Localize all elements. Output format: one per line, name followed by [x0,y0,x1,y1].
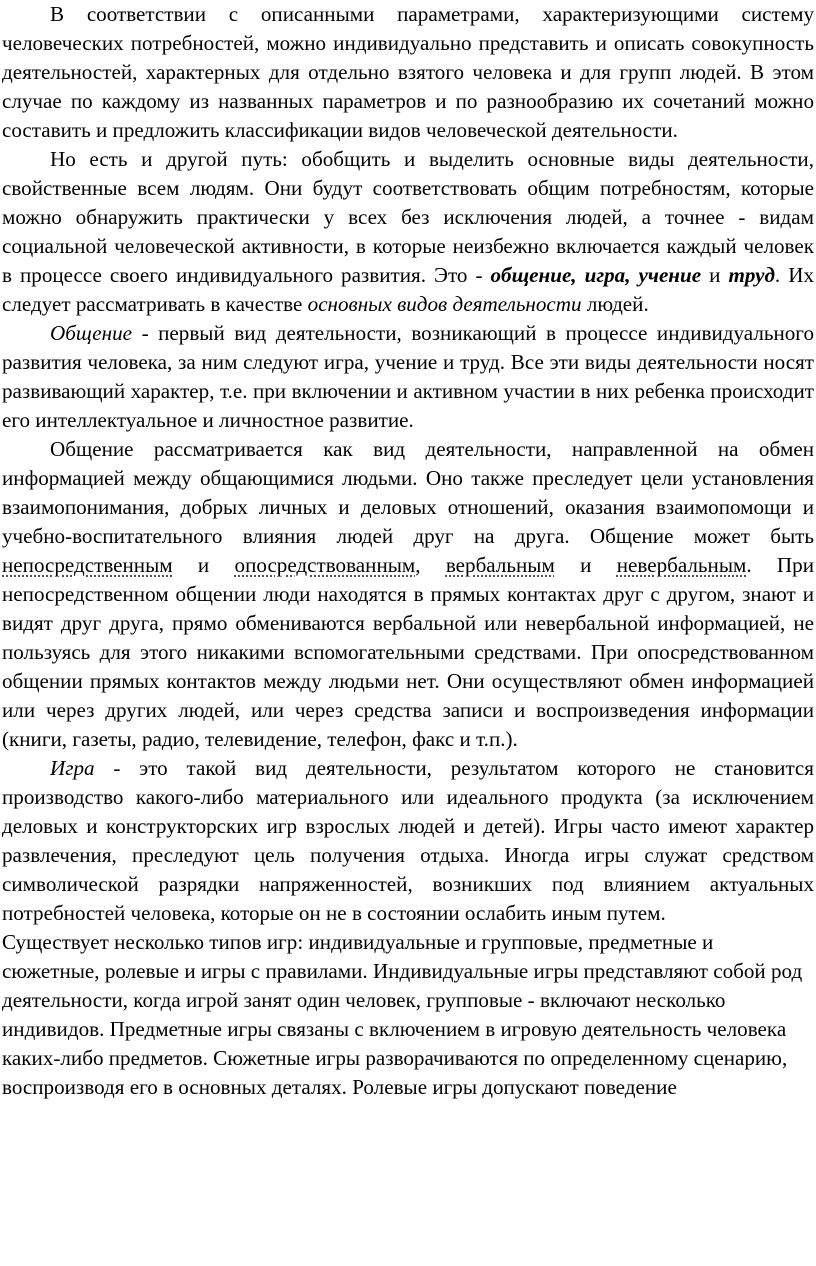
text-run: Общение рассматривается как вид деятельности, направленной на обмен информацией между общающимися людьми. Оно также преследует цели установления взаимопонимания, добрых личных и деловых отношений, оказания взаимопомощи и учебно-воспитательного влияния людей друг на друга. Общение может быть [2,437,814,548]
text-run: и [701,263,729,287]
paragraph-main-activities [2,145,814,319]
emphasis-labor: труд [728,263,775,287]
text-run: . Их следует рассматривать в качестве [2,263,814,316]
text-run: - первый вид деятельности, возникающий в процессе индивидуального развития человека, за ним следуют игра, учение и труд. Все эти виды деятельности носят развивающий характер, т.е. при включении и активном участии в них ребенка происходит его интеллектуальное и личностное развитие. [2,321,814,432]
emphasis-main-kinds: основных видов деятельности [307,292,582,316]
term-communication: Общение [50,321,133,345]
term-nonverbal: невербальным [616,553,747,577]
emphasis-activities: общение, игра, учение [490,263,702,287]
text-run: , [415,553,446,577]
text-run: Но есть и другой путь: обобщить и выделить основные виды деятельности, свойственные всем людям. Они будут соответствовать общим потребностям, которые можно обнаружить практически у всех без исключения людей, а точнее - видам социальной человеческой активности, в которые неизбежно включается каждый человек в процессе своего индивидуального развития. Это - [2,147,814,287]
paragraph-game [2,754,814,928]
term-mediated: опосредствованным [234,553,416,577]
term-game: Игра [50,756,95,780]
term-verbal: вербальным [445,553,555,577]
paragraph-game-types: Существует несколько типов игр: индивидуальные и групповые, предметные и сюжетные, ролевые и игры с правилами. Индивидуальные игры представляют собой род деятельности, когда игрой занят один человек, групповые - включают несколько индивидов. Предметные игры связаны с включением в игровую деятельность человека каких-либо предметов. Сюжетные игры разворачиваются по определенному сценарию, воспроизводя его в основных деталях. Ролевые игры допускают поведение [2,930,803,1099]
text-run: и [172,553,235,577]
text-run: - это такой вид деятельности, результатом которого не становится производство какого-либо материального или идеального продукта (за исключением деловых и конструкторских игр взрослых людей и детей). Игры часто имеют характер развлечения, преследуют цель получения отдыха. Иногда игры служат средством символической разрядки напряженностей, возникших под влиянием актуальных потребностей человека, которые он не в состоянии ослабить иным путем. [2,756,814,925]
text-run: и [554,553,617,577]
text-run: людей. [581,292,649,316]
paragraph-classification: В соответствии с описанными параметрами, характеризующими систему человеческих потребностей, можно индивидуально представить и описать совокупность деятельностей, характерных для отдельно взятого человека и для групп людей. В этом случае по каждому из названных параметров и по разнообразию их сочетаний можно составить и предложить классификации видов человеческой деятельности. [2,2,814,142]
term-direct: непосредственным [2,553,173,577]
paragraph-communication-first [2,319,814,435]
text-run: . При непосредственном общении люди находятся в прямых контактах друг с другом, знают и видят друг друга, прямо обмениваются вербальной или невербальной информацией, не пользуясь для этого никакими вспомогательными средствами. При опосредствованном общении прямых контактов между людьми нет. Они осуществляют обмен информацией или через других людей, или через средства записи и воспроизведения информации (книги, газеты, радио, телевидение, телефон, факс и т.п.). [2,553,815,751]
paragraph-communication-types [2,435,814,754]
